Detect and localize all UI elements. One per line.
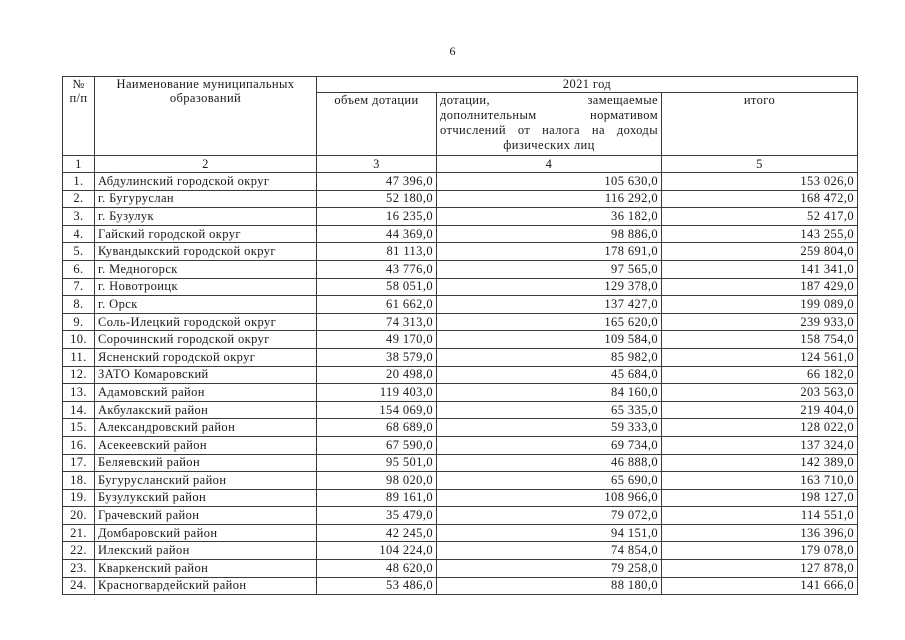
column-number: 3 [317,156,437,173]
row-number: 6. [63,260,95,278]
row-replaced-subsidies: 105 630,0 [437,173,662,191]
row-name: Асекеевский район [95,436,317,454]
row-replaced-subsidies: 84 160,0 [437,384,662,402]
row-total: 187 429,0 [662,278,858,296]
row-subsidy-volume: 58 051,0 [317,278,437,296]
row-name: ЗАТО Комаровский [95,366,317,384]
row-number: 15. [63,419,95,437]
row-number: 19. [63,489,95,507]
row-number: 11. [63,348,95,366]
row-total: 136 396,0 [662,524,858,542]
row-subsidy-volume: 119 403,0 [317,384,437,402]
row-replaced-subsidies: 94 151,0 [437,524,662,542]
table-row [63,366,858,384]
row-subsidy-volume: 68 689,0 [317,419,437,437]
header-subsidy-volume: объем дотации [317,93,437,156]
header-number-line1: № [72,77,85,91]
row-subsidy-volume: 43 776,0 [317,260,437,278]
row-number: 13. [63,384,95,402]
table-row [63,577,858,595]
row-name: г. Медногорск [95,260,317,278]
row-number: 23. [63,560,95,578]
row-replaced-subsidies: 65 335,0 [437,401,662,419]
row-number: 17. [63,454,95,472]
row-total: 168 472,0 [662,190,858,208]
table-row [63,507,858,525]
column-number: 1 [63,156,95,173]
row-name: г. Бугуруслан [95,190,317,208]
table-row [63,260,858,278]
row-subsidy-volume: 104 224,0 [317,542,437,560]
table-row [63,560,858,578]
row-name: Илекский район [95,542,317,560]
row-subsidy-volume: 74 313,0 [317,313,437,331]
row-subsidy-volume: 49 170,0 [317,331,437,349]
row-replaced-subsidies: 36 182,0 [437,208,662,226]
row-number: 1. [63,173,95,191]
row-replaced-subsidies: 97 565,0 [437,260,662,278]
row-total: 163 710,0 [662,472,858,490]
row-name: Адамовский район [95,384,317,402]
row-subsidy-volume: 35 479,0 [317,507,437,525]
table-row [63,296,858,314]
header-year: 2021 год [317,77,858,93]
row-replaced-subsidies: 74 854,0 [437,542,662,560]
table-row [63,313,858,331]
row-number: 20. [63,507,95,525]
row-total: 141 666,0 [662,577,858,595]
row-replaced-subsidies: 45 684,0 [437,366,662,384]
row-number: 7. [63,278,95,296]
row-total: 153 026,0 [662,173,858,191]
row-replaced-subsidies: 85 982,0 [437,348,662,366]
row-name: Бугурусланский район [95,472,317,490]
table-row [63,348,858,366]
row-number: 14. [63,401,95,419]
row-replaced-subsidies: 98 886,0 [437,225,662,243]
row-total: 179 078,0 [662,542,858,560]
row-total: 239 933,0 [662,313,858,331]
row-name: Акбулакский район [95,401,317,419]
header-name [95,77,317,156]
row-subsidy-volume: 67 590,0 [317,436,437,454]
header-name-line1: Наименование муниципальных [116,77,295,91]
row-subsidy-volume: 38 579,0 [317,348,437,366]
row-number: 18. [63,472,95,490]
row-name: Кваркенский район [95,560,317,578]
row-replaced-subsidies: 108 966,0 [437,489,662,507]
row-subsidy-volume: 61 662,0 [317,296,437,314]
row-replaced-subsidies: 165 620,0 [437,313,662,331]
row-subsidy-volume: 47 396,0 [317,173,437,191]
subsidy-table [62,76,858,595]
header-total: итого [662,93,858,156]
row-subsidy-volume: 16 235,0 [317,208,437,226]
row-total: 199 089,0 [662,296,858,314]
row-number: 10. [63,331,95,349]
row-subsidy-volume: 154 069,0 [317,401,437,419]
row-number: 4. [63,225,95,243]
row-total: 143 255,0 [662,225,858,243]
table-row [63,524,858,542]
row-replaced-subsidies: 137 427,0 [437,296,662,314]
page-number: 6 [449,44,456,58]
row-total: 259 804,0 [662,243,858,261]
table-row [63,542,858,560]
column-number: 4 [437,156,662,173]
row-subsidy-volume: 98 020,0 [317,472,437,490]
row-replaced-subsidies: 46 888,0 [437,454,662,472]
row-name: Абдулинский городской округ [95,173,317,191]
row-number: 24. [63,577,95,595]
row-number: 8. [63,296,95,314]
row-number: 5. [63,243,95,261]
table-row [63,472,858,490]
table-row [63,436,858,454]
row-name: г. Орск [95,296,317,314]
row-total: 141 341,0 [662,260,858,278]
row-total: 203 563,0 [662,384,858,402]
column-number: 5 [662,156,858,173]
row-replaced-subsidies: 79 072,0 [437,507,662,525]
column-number-row [63,156,858,173]
row-name: Красногвардейский район [95,577,317,595]
row-subsidy-volume: 95 501,0 [317,454,437,472]
table-row [63,454,858,472]
column-number: 2 [95,156,317,173]
row-total: 198 127,0 [662,489,858,507]
row-name: Гайский городской округ [95,225,317,243]
header-name-line2: образований [169,91,242,105]
row-total: 66 182,0 [662,366,858,384]
row-number: 21. [63,524,95,542]
table-row [63,419,858,437]
row-subsidy-volume: 48 620,0 [317,560,437,578]
table-row [63,384,858,402]
row-number: 9. [63,313,95,331]
row-subsidy-volume: 20 498,0 [317,366,437,384]
row-replaced-subsidies: 178 691,0 [437,243,662,261]
table-row [63,173,858,191]
row-subsidy-volume: 89 161,0 [317,489,437,507]
table-row [63,401,858,419]
table-body [63,173,858,595]
row-replaced-subsidies: 129 378,0 [437,278,662,296]
row-subsidy-volume: 52 180,0 [317,190,437,208]
table-row [63,489,858,507]
row-subsidy-volume: 44 369,0 [317,225,437,243]
table-row [63,208,858,226]
row-name: Грачевский район [95,507,317,525]
row-name: Домбаровский район [95,524,317,542]
row-number: 22. [63,542,95,560]
header-number [63,77,95,156]
row-name: Бузулукский район [95,489,317,507]
row-replaced-subsidies: 59 333,0 [437,419,662,437]
row-total: 52 417,0 [662,208,858,226]
table-row [63,225,858,243]
table-row [63,243,858,261]
row-name: Соль-Илецкий городской округ [95,313,317,331]
table-row [63,278,858,296]
table-row [63,190,858,208]
row-replaced-subsidies: 79 258,0 [437,560,662,578]
row-number: 16. [63,436,95,454]
row-name: Беляевский район [95,454,317,472]
row-total: 158 754,0 [662,331,858,349]
row-name: г. Новотроицк [95,278,317,296]
row-name: Ясненский городской округ [95,348,317,366]
row-name: г. Бузулук [95,208,317,226]
row-number: 12. [63,366,95,384]
row-number: 2. [63,190,95,208]
row-name: Сорочинский городской округ [95,331,317,349]
row-replaced-subsidies: 69 734,0 [437,436,662,454]
row-total: 128 022,0 [662,419,858,437]
row-replaced-subsidies: 109 584,0 [437,331,662,349]
row-total: 114 551,0 [662,507,858,525]
row-subsidy-volume: 81 113,0 [317,243,437,261]
row-replaced-subsidies: 116 292,0 [437,190,662,208]
row-subsidy-volume: 53 486,0 [317,577,437,595]
row-name: Кувандыкский городской округ [95,243,317,261]
row-total: 127 878,0 [662,560,858,578]
row-total: 142 389,0 [662,454,858,472]
header-replaced-subsidies: дотации, замещаемые дополнительным нормативом отчислений от налога на доходы физических лиц [437,93,662,156]
row-replaced-subsidies: 65 690,0 [437,472,662,490]
row-total: 137 324,0 [662,436,858,454]
row-replaced-subsidies: 88 180,0 [437,577,662,595]
header-number-line2: п/п [69,91,88,105]
row-name: Александровский район [95,419,317,437]
table-row [63,331,858,349]
row-total: 219 404,0 [662,401,858,419]
row-total: 124 561,0 [662,348,858,366]
row-subsidy-volume: 42 245,0 [317,524,437,542]
row-number: 3. [63,208,95,226]
